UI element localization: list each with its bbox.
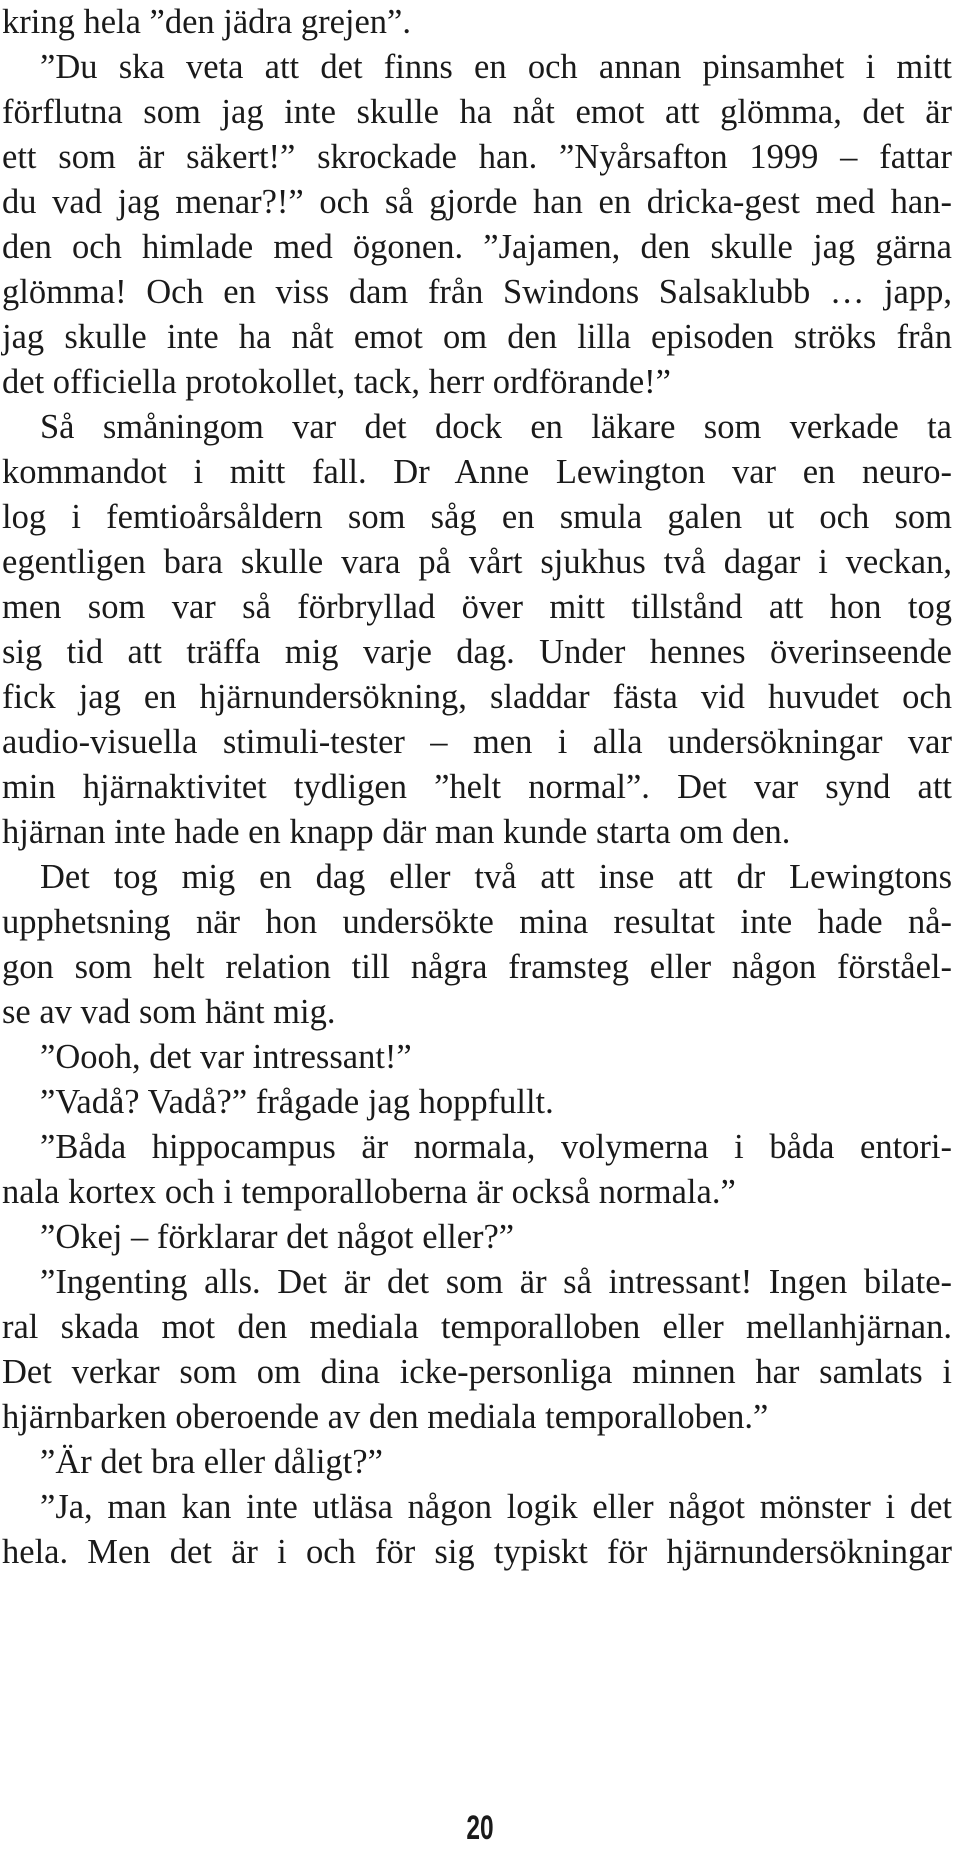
text-line: Det tog mig en dag eller två att inse att dr Lewingtons bbox=[40, 858, 952, 896]
text-line: nala kortex och i temporalloberna är också normala.” bbox=[2, 1173, 736, 1211]
text-line: gon som helt relation till några framsteg eller någon förståel- bbox=[2, 948, 952, 986]
text-line: log i femtioårsåldern som såg en smula galen ut och som bbox=[2, 498, 952, 536]
text-line: förflutna som jag inte skulle ha nåt emot att glömma, det är bbox=[2, 93, 952, 131]
text-line: Så småningom var det dock en läkare som verkade ta bbox=[40, 408, 952, 446]
text-line: du vad jag menar?!” och så gjorde han en dricka-gest med han- bbox=[2, 183, 952, 221]
text-line: upphetsning när hon undersökte mina resultat inte hade nå- bbox=[2, 903, 952, 941]
text-line: audio-visuella stimuli-tester – men i alla undersökningar var bbox=[2, 723, 952, 761]
text-line: ”Är det bra eller dåligt?” bbox=[40, 1443, 383, 1481]
text-line: ”Du ska veta att det finns en och annan pinsamhet i mitt bbox=[40, 48, 952, 86]
text-line: ”Båda hippocampus är normala, volymerna i båda entori- bbox=[40, 1128, 952, 1166]
text-line: hela. Men det är i och för sig typiskt för hjärnundersökningar bbox=[2, 1533, 952, 1571]
text-line: jag skulle inte ha nåt emot om den lilla episoden ströks från bbox=[2, 318, 952, 356]
text-line: kring hela ”den jädra grejen”. bbox=[2, 3, 411, 41]
text-line: hjärnan inte hade en knapp där man kunde starta om den. bbox=[2, 813, 791, 851]
text-line: glömma! Och en viss dam från Swindons Salsaklubb … japp, bbox=[2, 273, 952, 311]
text-line: sig tid att träffa mig varje dag. Under hennes överinseende bbox=[2, 633, 952, 671]
page-number: 20 bbox=[466, 1809, 494, 1847]
text-line: ”Oooh, det var intressant!” bbox=[40, 1038, 412, 1076]
text-line: ”Vadå? Vadå?” frågade jag hoppfullt. bbox=[40, 1083, 554, 1121]
text-line: egentligen bara skulle vara på vårt sjukhus två dagar i veckan, bbox=[2, 543, 952, 581]
text-line: den och himlade med ögonen. ”Jajamen, den skulle jag gärna bbox=[2, 228, 952, 266]
text-line: min hjärnaktivitet tydligen ”helt normal”. Det var synd att bbox=[2, 768, 952, 806]
text-line: ”Ingenting alls. Det är det som är så intressant! Ingen bilate- bbox=[40, 1263, 952, 1301]
text-line: men som var så förbryllad över mitt tillstånd att hon tog bbox=[2, 588, 952, 626]
text-line: se av vad som hänt mig. bbox=[2, 993, 336, 1031]
text-line: ”Ja, man kan inte utläsa någon logik eller något mönster i det bbox=[40, 1488, 952, 1526]
text-line: hjärnbarken oberoende av den mediala temporalloben.” bbox=[2, 1398, 769, 1436]
text-line: det officiella protokollet, tack, herr ordförande!” bbox=[2, 363, 671, 401]
text-line: fick jag en hjärnundersökning, sladdar fästa vid huvudet och bbox=[2, 678, 952, 716]
text-line: ett som är säkert!” skrockade han. ”Nyårsafton 1999 – fattar bbox=[2, 138, 952, 176]
text-line: Det verkar som om dina icke-personliga minnen har samlats i bbox=[2, 1353, 952, 1391]
text-line: kommandot i mitt fall. Dr Anne Lewington var en neuro- bbox=[2, 453, 952, 491]
text-line: ”Okej – förklarar det något eller?” bbox=[40, 1218, 515, 1256]
text-line: ral skada mot den mediala temporalloben eller mellanhjärnan. bbox=[2, 1308, 952, 1346]
body-text bbox=[2, 0, 952, 1575]
